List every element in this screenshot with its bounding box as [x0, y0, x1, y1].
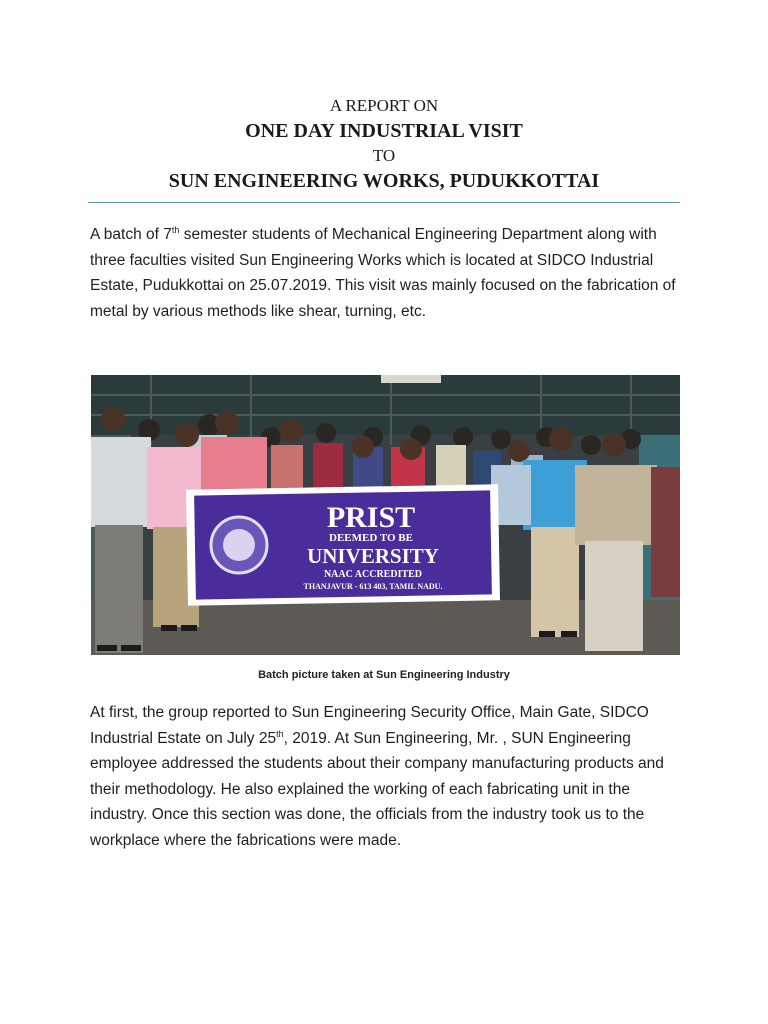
report-line-1: A REPORT ON [329, 96, 439, 115]
banner-title: PRIST [326, 501, 416, 534]
report-line-2: ONE DAY INDUSTRIAL VISIT [245, 120, 523, 142]
intro-paragraph [90, 222, 690, 324]
report-line-3: TO [372, 146, 396, 165]
intro-text-b: semester students of Mechanical Engineering Department along with three faculties visited Sun Engineering Works which is located at SIDCO Industrial Estate, Pudukkottai on 25.07.2019. This visit was mainly focused on the fabrication of metal by various methods like shear, turning, etc. [90, 226, 676, 320]
banner-address: THANJAVUR - 613 403, TAMIL NADU. [303, 582, 443, 591]
banner-sub3: NAAC ACCREDITED [323, 569, 423, 580]
banner-sub2: UNIVERSITY [307, 544, 439, 568]
intro-superscript: th [171, 224, 180, 235]
banner-sub1: DEEMED TO BE [329, 532, 413, 544]
batch-photo [91, 375, 680, 655]
visit-text-b: , 2019. At Sun Engineering, Mr. , SUN Engineering employee addressed the students about their company manufacturing products and their methodology. He also explained the working of each fabricating unit in the industry. Once this section was done, the officials from the industry took us to the workplace where the fabrications were made. [90, 729, 664, 849]
report-line-4: SUN ENGINEERING WORKS, PUDUKKOTTAI [168, 170, 600, 192]
photo-caption: Batch picture taken at Sun Engineering Industry [258, 669, 510, 681]
title-divider [88, 202, 680, 203]
intro-text-a: A batch of 7 [90, 226, 172, 243]
visit-paragraph [90, 700, 690, 853]
visit-superscript: th [276, 728, 284, 739]
report-title-block [88, 94, 680, 194]
visit-text-a: At first, the group reported to Sun Engineering Security Office, Main Gate, SIDCO Industrial Estate on July 25 [90, 704, 649, 747]
